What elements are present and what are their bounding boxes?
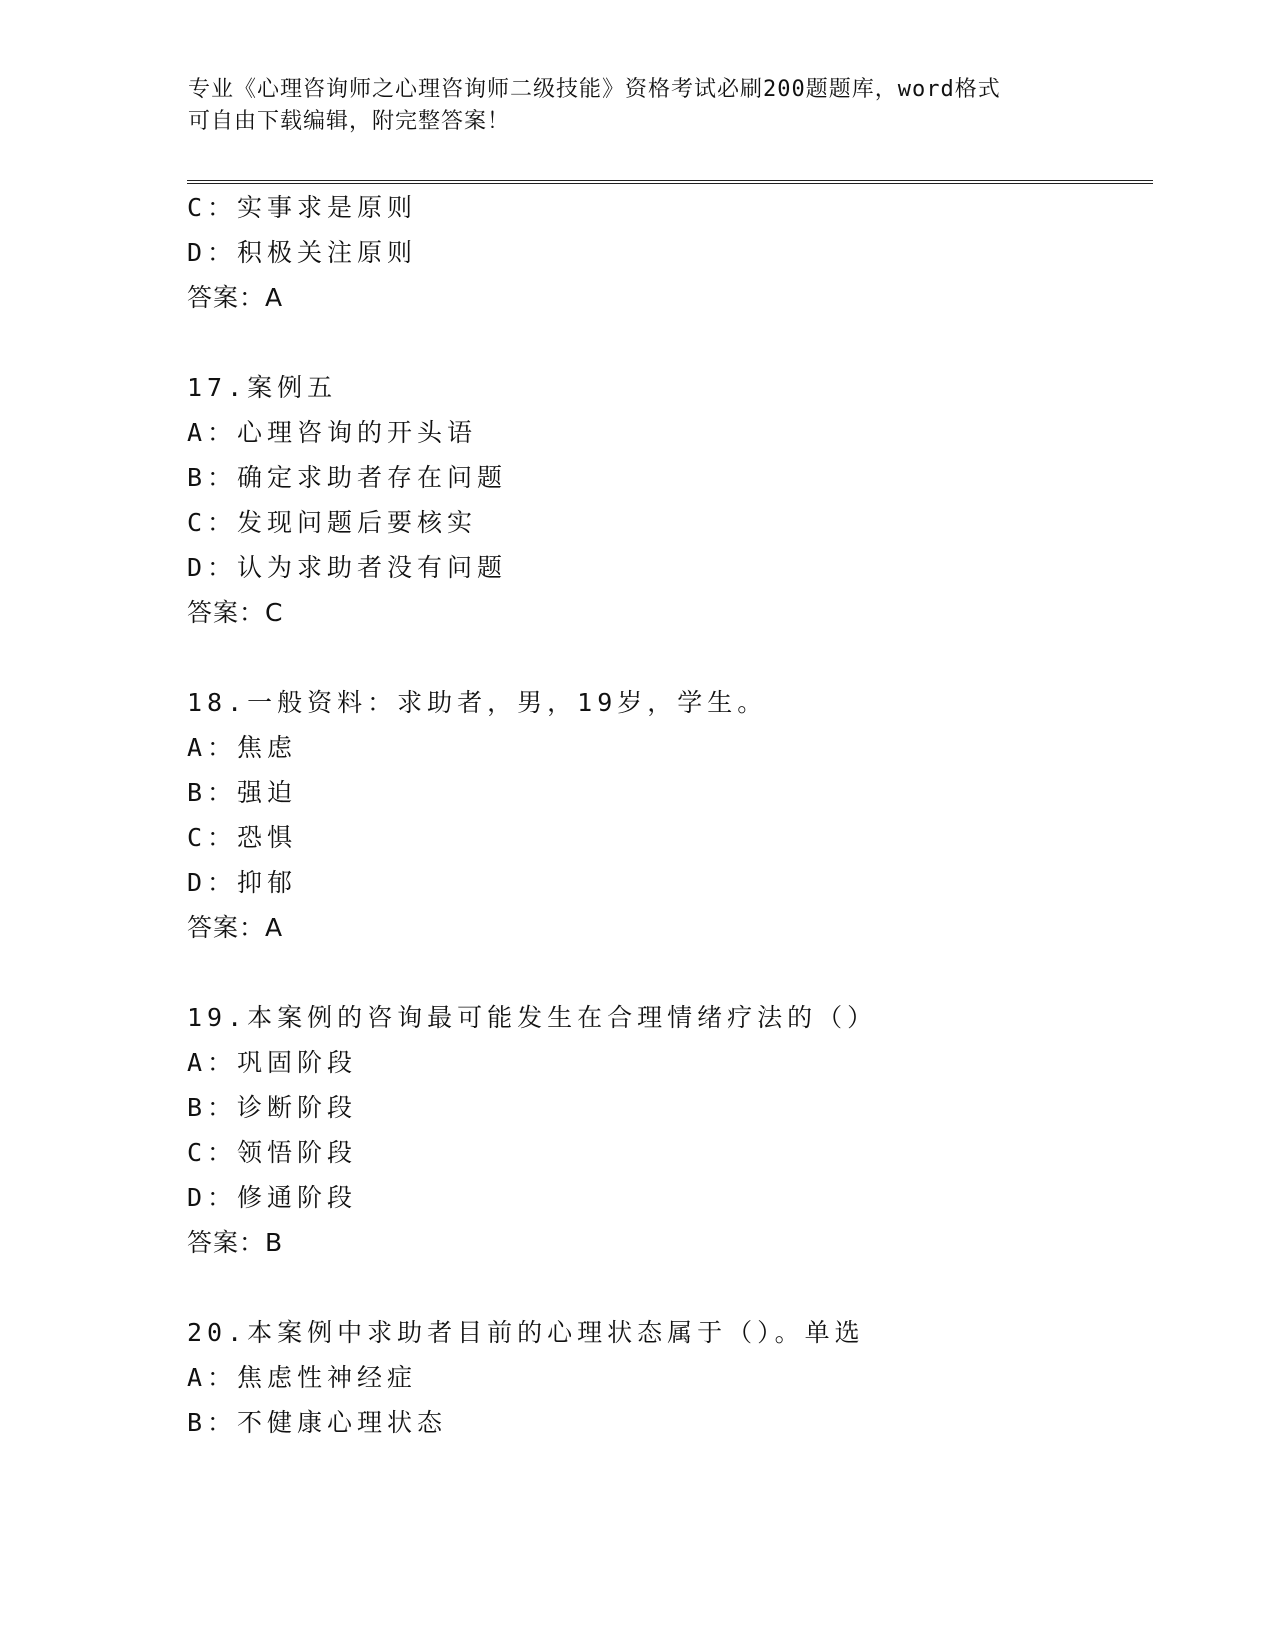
question-18-option-d: D：抑郁 [187,868,298,897]
question-19-option-c: C：领悟阶段 [187,1138,358,1167]
question-17-option-a: A：心理咨询的开头语 [187,418,478,447]
question-18-option-b: B：强迫 [187,778,298,807]
header-line-2: 可自由下载编辑，附完整答案！ [188,109,511,134]
document-header [188,74,1088,138]
question-20: 20.本案例中求助者目前的心理状态属于（）。单选 [187,1318,865,1347]
question-17-option-b: B：确定求助者存在问题 [187,463,508,492]
answer-prev: 答案：A [187,283,284,312]
question-19: 19.本案例的咨询最可能发生在合理情绪疗法的（） [187,1003,878,1032]
question-20-option-b: B：不健康心理状态 [187,1408,448,1437]
answer-19: 答案：B [187,1228,284,1257]
question-19-option-a: A：巩固阶段 [187,1048,358,1077]
question-17-option-c: C：发现问题后要核实 [187,508,478,537]
question-17: 17.案例五 [187,373,338,402]
question-18: 18.一般资料：求助者，男，19岁，学生。 [187,688,768,717]
option-c-prev: C：实事求是原则 [187,193,418,222]
answer-17: 答案：C [187,598,284,627]
question-18-option-a: A：焦虑 [187,733,298,762]
question-20-option-a: A：焦虑性神经症 [187,1363,418,1392]
header-divider [187,180,1153,184]
option-d-prev: D：积极关注原则 [187,238,418,267]
question-19-option-b: B：诊断阶段 [187,1093,358,1122]
header-line-1: 专业《心理咨询师之心理咨询师二级技能》资格考试必刷200题题库，word格式 [188,77,1001,102]
question-18-option-c: C：恐惧 [187,823,298,852]
question-17-option-d: D：认为求助者没有问题 [187,553,508,582]
answer-18: 答案：A [187,913,284,942]
question-19-option-d: D：修通阶段 [187,1183,358,1212]
